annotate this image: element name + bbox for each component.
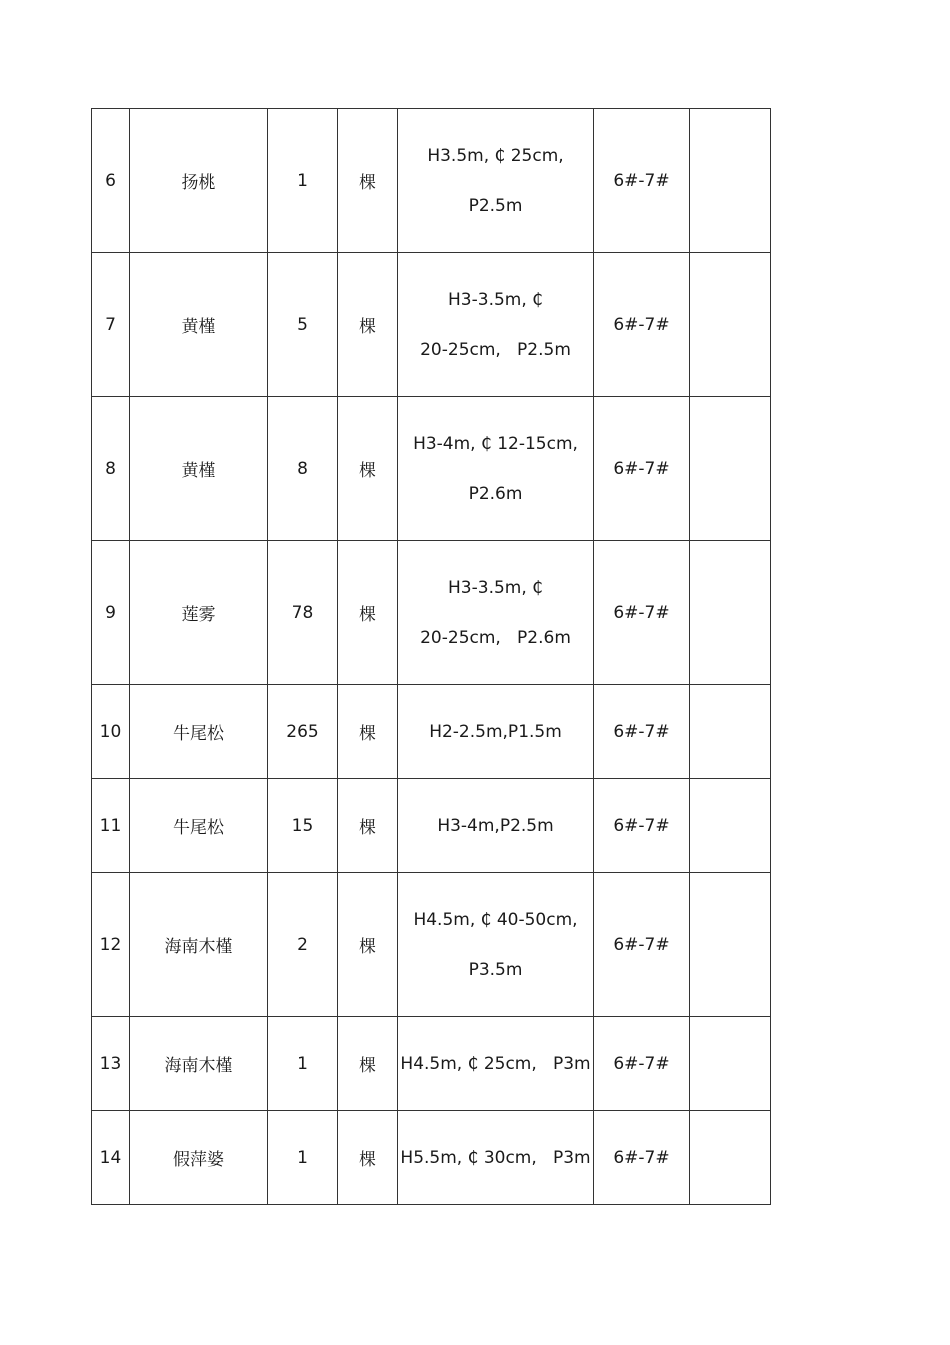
spec-line: H3-3.5m, ₵ (448, 289, 543, 310)
cell-qty: 5 (268, 253, 338, 397)
cell-qty: 2 (268, 873, 338, 1017)
table-row (92, 253, 771, 397)
spec-line: 20-25cm, P2.5m (420, 339, 571, 360)
cell-no: 9 (92, 541, 130, 685)
table-row (92, 685, 771, 779)
cell-unit: 棵 (338, 1017, 398, 1111)
spec-line: H2-2.5m,P1.5m (429, 721, 562, 742)
table-row (92, 541, 771, 685)
cell-no: 10 (92, 685, 130, 779)
cell-qty: 78 (268, 541, 338, 685)
cell-location: 6#-7# (594, 109, 690, 253)
cell-location: 6#-7# (594, 397, 690, 541)
spec-line: P3.5m (468, 959, 523, 980)
cell-note (690, 253, 771, 397)
spec-line: 20-25cm, P2.6m (420, 627, 571, 648)
cell-spec (398, 541, 594, 685)
cell-name: 黄槿 (130, 253, 268, 397)
cell-name: 海南木槿 (130, 873, 268, 1017)
cell-name: 扬桃 (130, 109, 268, 253)
cell-spec (398, 253, 594, 397)
cell-note (690, 397, 771, 541)
cell-location: 6#-7# (594, 1111, 690, 1205)
cell-no: 6 (92, 109, 130, 253)
cell-spec (398, 779, 594, 873)
table-row (92, 109, 771, 253)
cell-unit: 棵 (338, 779, 398, 873)
cell-no: 7 (92, 253, 130, 397)
spec-line: P2.6m (468, 483, 523, 504)
spec-line: H4.5m, ₵ 40-50cm, (413, 909, 578, 930)
cell-name: 假萍婆 (130, 1111, 268, 1205)
spec-line: H3-3.5m, ₵ (448, 577, 543, 598)
cell-name: 海南木槿 (130, 1017, 268, 1111)
cell-note (690, 541, 771, 685)
table-row (92, 873, 771, 1017)
cell-location: 6#-7# (594, 253, 690, 397)
spec-line: H3.5m, ₵ 25cm, (427, 145, 564, 166)
cell-note (690, 685, 771, 779)
cell-note (690, 1111, 771, 1205)
cell-qty: 1 (268, 1017, 338, 1111)
cell-qty: 1 (268, 109, 338, 253)
cell-spec (398, 397, 594, 541)
cell-qty: 265 (268, 685, 338, 779)
cell-qty: 1 (268, 1111, 338, 1205)
cell-location: 6#-7# (594, 779, 690, 873)
cell-name: 黄槿 (130, 397, 268, 541)
cell-unit: 棵 (338, 253, 398, 397)
spec-line: H4.5m, ₵ 25cm, P3m (400, 1053, 591, 1074)
cell-no: 12 (92, 873, 130, 1017)
cell-location: 6#-7# (594, 685, 690, 779)
cell-note (690, 1017, 771, 1111)
cell-unit: 棵 (338, 873, 398, 1017)
cell-location: 6#-7# (594, 873, 690, 1017)
cell-no: 8 (92, 397, 130, 541)
cell-name: 牛尾松 (130, 685, 268, 779)
cell-unit: 棵 (338, 109, 398, 253)
cell-unit: 棵 (338, 685, 398, 779)
cell-no: 13 (92, 1017, 130, 1111)
cell-unit: 棵 (338, 397, 398, 541)
cell-note (690, 779, 771, 873)
spec-line: H3-4m,P2.5m (437, 815, 554, 836)
table-row (92, 1111, 771, 1205)
cell-spec (398, 1017, 594, 1111)
table-row (92, 779, 771, 873)
cell-spec (398, 685, 594, 779)
cell-unit: 棵 (338, 1111, 398, 1205)
cell-note (690, 873, 771, 1017)
cell-name: 莲雾 (130, 541, 268, 685)
spec-line: H5.5m, ₵ 30cm, P3m (400, 1147, 591, 1168)
cell-unit: 棵 (338, 541, 398, 685)
cell-note (690, 109, 771, 253)
cell-no: 14 (92, 1111, 130, 1205)
cell-location: 6#-7# (594, 541, 690, 685)
cell-spec (398, 109, 594, 253)
spec-line: H3-4m, ₵ 12-15cm, (413, 433, 578, 454)
spec-line: P2.5m (468, 195, 523, 216)
cell-spec (398, 1111, 594, 1205)
table-row (92, 1017, 771, 1111)
cell-qty: 8 (268, 397, 338, 541)
table-body (92, 109, 771, 1205)
cell-no: 11 (92, 779, 130, 873)
plant-list-table (91, 108, 771, 1205)
cell-name: 牛尾松 (130, 779, 268, 873)
cell-spec (398, 873, 594, 1017)
table-row (92, 397, 771, 541)
cell-location: 6#-7# (594, 1017, 690, 1111)
cell-qty: 15 (268, 779, 338, 873)
